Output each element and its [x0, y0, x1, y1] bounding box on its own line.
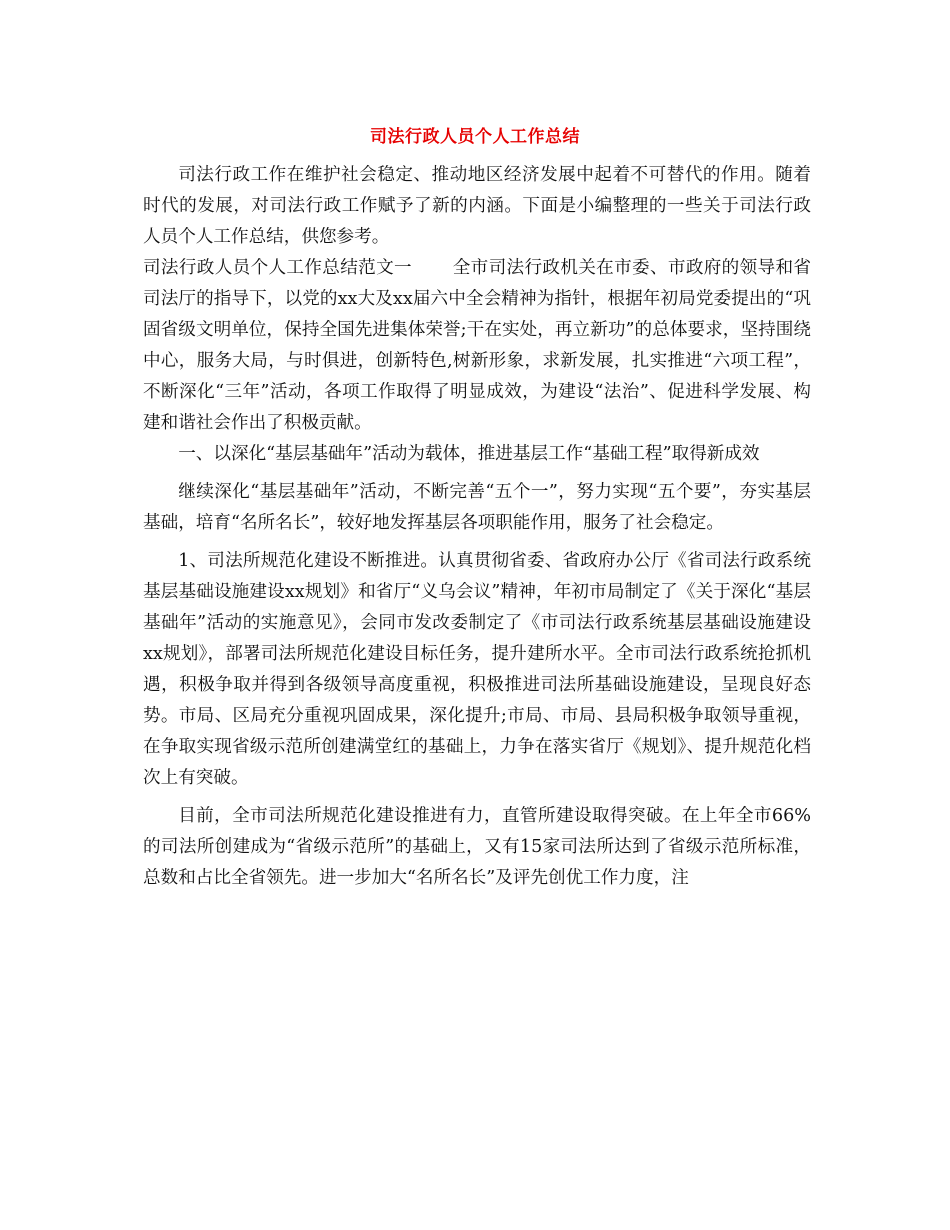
paragraph-spacer	[143, 539, 811, 546]
sample-paragraph	[143, 253, 811, 439]
document-body	[143, 160, 811, 894]
item-1-paragraph: 1、司法所规范化建设不断推进。认真贯彻省委、省政府办公厅《省司法行政系统基层基础设施建设xx规划》和省厅“义乌会议”精神，年初市局制定了《关于深化“基层基础年”活动的实施意见》，会同市发改委制定了《市司法行政系统基层基础设施建设xx规划》，部署司法所规范化建设目标任务，提升建所水平。全市司法行政系统抢抓机遇，积极争取并得到各级领导高度重视，积极推进司法所基础设施建设，呈现良好态势。市局、区局充分重视巩固成果，深化提升;市局、市局、县局积极争取领导重视，在争取实现省级示范所创建满堂红的基础上，力争在落实省厅《规划》、提升规范化档次上有突破。	[143, 551, 811, 788]
paragraph-spacer	[143, 794, 811, 801]
document-title: 司法行政人员个人工作总结	[370, 127, 580, 147]
sample-text: 全市司法行政机关在市委、市政府的领导和省司法厅的指导下，以党的xx大及xx届六中全会精神为指针，根据年初局党委提出的“巩固省级文明单位，保持全国先进集体荣誉;干在实处，再立新功”的总体要求，坚持围绕中心，服务大局，与时俱进，创新特色,树新形象，求新发展，扎实推进“六项工程”，不断深化“三年”活动，各项工作取得了明显成效，为建设“法治”、促进科学发展、构建和谐社会作出了积极贡献。	[143, 258, 811, 433]
item-1-progress-paragraph: 目前，全市司法所规范化建设推进有力，直管所建设取得突破。在上年全市66%的司法所创建成为“省级示范所”的基础上，又有15家司法所达到了省级示范所标准，总数和占比全省领先。进一步加大“名所名长”及评先创优工作力度，注	[143, 806, 811, 888]
sample-heading: 司法行政人员个人工作总结范文一	[143, 258, 412, 278]
paragraph-spacer	[143, 470, 811, 477]
section-1-paragraph: 继续深化“基层基础年”活动，不断完善“五个一”，努力实现“五个要”，夯实基层基础，培育“名所名长”，较好地发挥基层各项职能作用，服务了社会稳定。	[143, 482, 811, 533]
section-1-heading: 一、以深化“基层基础年”活动为载体，推进基层工作“基础工程”取得新成效	[178, 444, 760, 464]
intro-paragraph: 司法行政工作在维护社会稳定、推动地区经济发展中起着不可替代的作用。随着时代的发展，对司法行政工作赋予了新的内涵。下面是小编整理的一些关于司法行政人员个人工作总结，供您参考。	[143, 165, 811, 247]
